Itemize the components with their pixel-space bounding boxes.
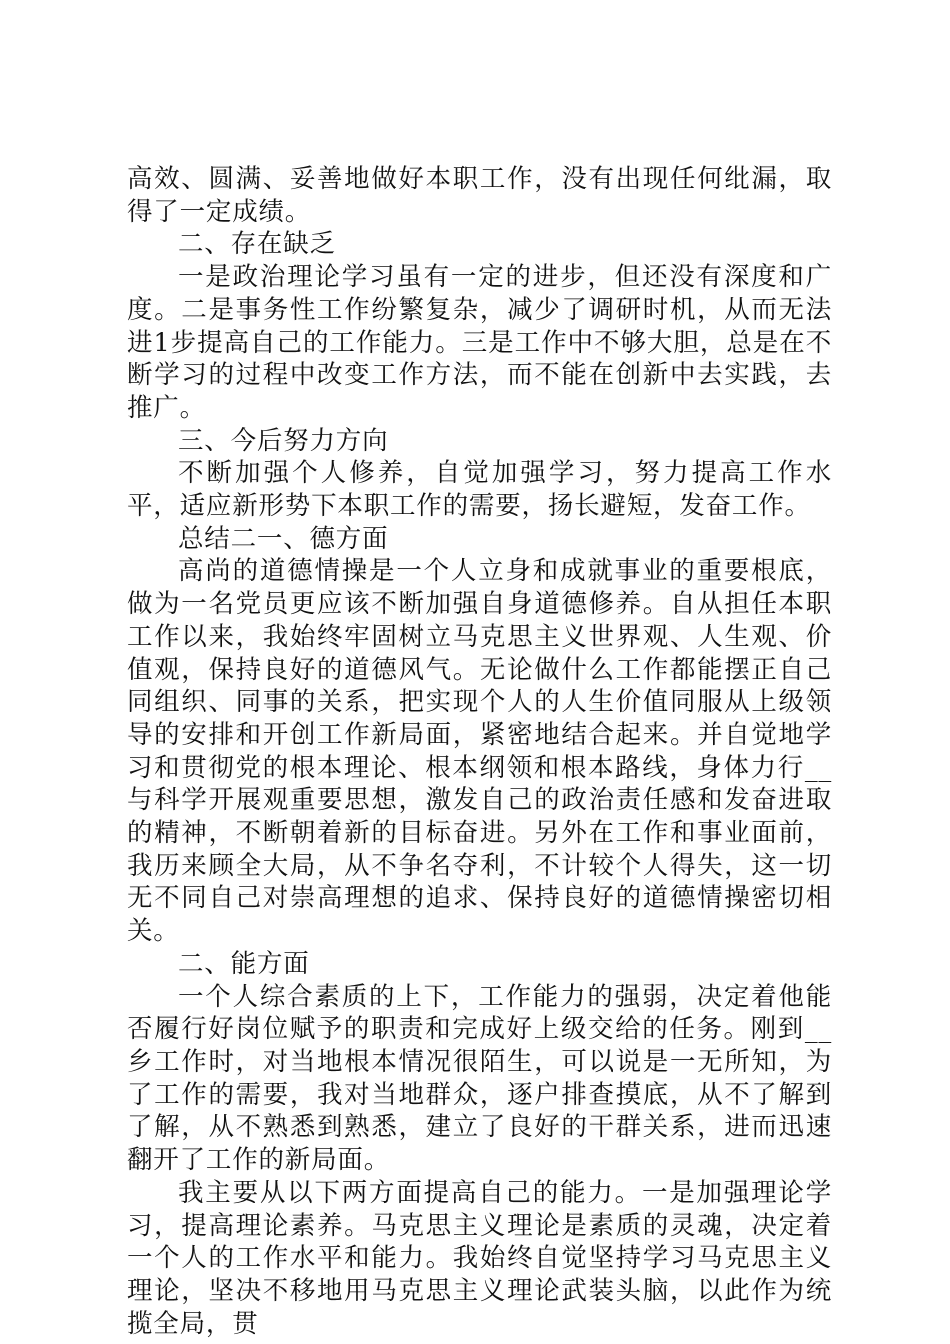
section-heading-future-direction: 三、今后努力方向 [178,425,389,456]
paragraph-deficiencies: 一是政治理论学习虽有一定的进步，但还没有深度和广度。二是事务性工作纷繁复杂，减少了调研时机，从而无法进1步提高自己的工作能力。三是工作中不够大胆，总是在不断学习的过程中改变工作方法，而不能在创新中去实践，去推广。 [127,262,832,423]
paragraph-continuation: 高效、圆满、妥善地做好本职工作，没有出现任何纰漏，取得了一定成绩。 [127,164,832,227]
section-heading-morality: 总结二一、德方面 [178,523,389,554]
section-heading-ability: 二、能方面 [178,948,310,979]
document-page [127,163,832,1340]
paragraph-ability: 一个人综合素质的上下，工作能力的强弱，决定着他能否履行好岗位赋予的职责和完成好上级交给的任务。刚到__乡工作时，对当地根本情况很陌生，可以说是一无所知，为了工作的需要，我对当地群众，逐户排查摸底，从不了解到了解，从不熟悉到熟悉，建立了良好的干群关系，进而迅速翻开了工作的新局面。 [127,981,832,1176]
paragraph-future-direction: 不断加强个人修养，自觉加强学习，努力提高工作水平，适应新形势下本职工作的需要，扬长避短，发奋工作。 [127,458,832,522]
paragraph-morality: 高尚的道德情操是一个人立身和成就事业的重要根底，做为一名党员更应该不断加强自身道德修养。自从担任本职工作以来，我始终牢固树立马克思主义世界观、人生观、价值观，保持良好的道德风气。无论做什么工作都能摆正自己同组织、同事的关系，把实现个人的人生价值同服从上级领导的安排和开创工作新局面，紧密地结合起来。并自觉地学习和贯彻党的根本理论、根本纲领和根本路线，身体力行__与科学开展观重要思想，激发自己的政治责任感和发奋进取的精神，不断朝着新的目标奋进。另外在工作和事业面前，我历来顾全大局，从不争名夺利，不计较个人得失，这一切无不同自己对崇高理想的追求、保持良好的道德情操密切相关。 [127,556,832,947]
paragraph-ability-improvement: 我主要从以下两方面提高自己的能力。一是加强理论学习，提高理论素养。马克思主义理论是素质的灵魂，决定着一个人的工作水平和能力。我始终自觉坚持学习马克思主义理论，坚决不移地用马克思主义理论武装头脑，以此作为统揽全局，贯 [127,1177,832,1339]
section-heading-deficiencies: 二、存在缺乏 [178,229,336,260]
